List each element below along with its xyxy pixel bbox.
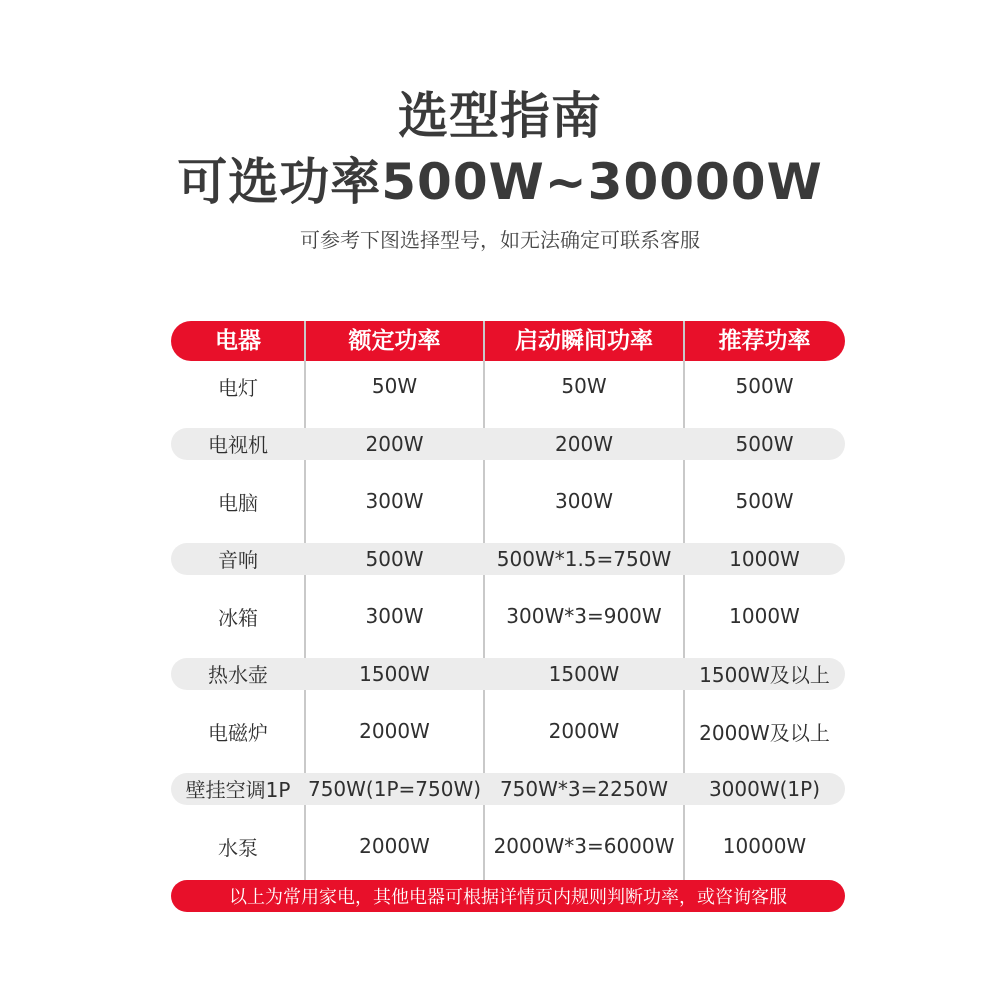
- table-row: [171, 658, 845, 690]
- rated-power-cell: 750W(1P=750W): [307, 776, 482, 801]
- rated-power-cell: 50W: [371, 374, 418, 398]
- column-header-recommended-power: 推荐功率: [718, 328, 811, 354]
- appliance-cell: 电视机: [208, 433, 268, 457]
- recommended-power-cell: 1000W: [729, 546, 800, 571]
- appliance-cell: 音响: [218, 548, 258, 572]
- startup-power-cell: 2000W*3=6000W: [493, 834, 675, 858]
- startup-power-cell: 300W: [555, 489, 613, 513]
- startup-power-cell: 300W*3=900W: [506, 604, 662, 628]
- table-row: [171, 428, 845, 460]
- recommended-power-cell: 1000W: [729, 604, 800, 628]
- appliance-cell: 电磁炉: [208, 720, 268, 745]
- table-row: [171, 370, 845, 402]
- rated-power-cell: 500W: [365, 546, 424, 571]
- power-range-subtitle: 可选功率500W~30000W: [177, 153, 823, 211]
- column-header-startup-power: 启动瞬间功率: [515, 328, 653, 354]
- column-header-rated-power: 额定功率: [348, 328, 441, 354]
- appliance-cell: 水泵: [218, 835, 258, 860]
- startup-power-cell: 50W: [561, 374, 607, 398]
- startup-power-cell: 1500W: [548, 661, 620, 686]
- rated-power-cell: 2000W: [359, 719, 430, 743]
- rated-power-cell: 300W: [365, 604, 424, 628]
- rated-power-cell: 1500W: [359, 661, 430, 686]
- appliance-cell: 电脑: [218, 490, 258, 515]
- appliance-cell: 热水壶: [208, 663, 268, 687]
- table-row: [171, 715, 845, 747]
- recommended-power-cell: 500W: [735, 489, 794, 513]
- rated-power-cell: 300W: [365, 489, 424, 513]
- table-row: [171, 543, 845, 575]
- startup-power-cell: 500W*1.5=750W: [496, 546, 672, 571]
- selection-note: 可参考下图选择型号，如无法确定可联系客服: [300, 228, 700, 252]
- startup-power-cell: 2000W: [548, 719, 620, 743]
- appliance-cell: 电灯: [218, 375, 258, 400]
- recommended-power-cell: 3000W(1P): [708, 776, 821, 801]
- table-row: [171, 485, 845, 517]
- footer-note: 以上为常用家电，其他电器可根据详情页内规则判断功率，或咨询客服: [171, 880, 845, 912]
- table-row: [171, 600, 845, 632]
- recommended-power-cell: 1500W及以上: [699, 663, 830, 687]
- startup-power-cell: 200W: [555, 431, 613, 456]
- table-header: [171, 321, 845, 361]
- table-row: [171, 830, 845, 862]
- table-body: [171, 370, 845, 862]
- appliance-cell: 冰箱: [218, 605, 258, 630]
- page-title: 选型指南: [398, 87, 602, 145]
- recommended-power-cell: 500W: [735, 431, 794, 456]
- rated-power-cell: 200W: [365, 431, 424, 456]
- recommended-power-cell: 10000W: [722, 834, 807, 858]
- table-row: [171, 773, 845, 805]
- appliance-cell: 壁挂空调1P: [185, 778, 291, 802]
- recommended-power-cell: 500W: [735, 374, 794, 398]
- column-header-appliance: 电器: [215, 328, 261, 354]
- power-selection-table: [171, 321, 845, 862]
- recommended-power-cell: 2000W及以上: [699, 720, 830, 745]
- rated-power-cell: 2000W: [359, 834, 430, 858]
- startup-power-cell: 750W*3=2250W: [499, 776, 669, 801]
